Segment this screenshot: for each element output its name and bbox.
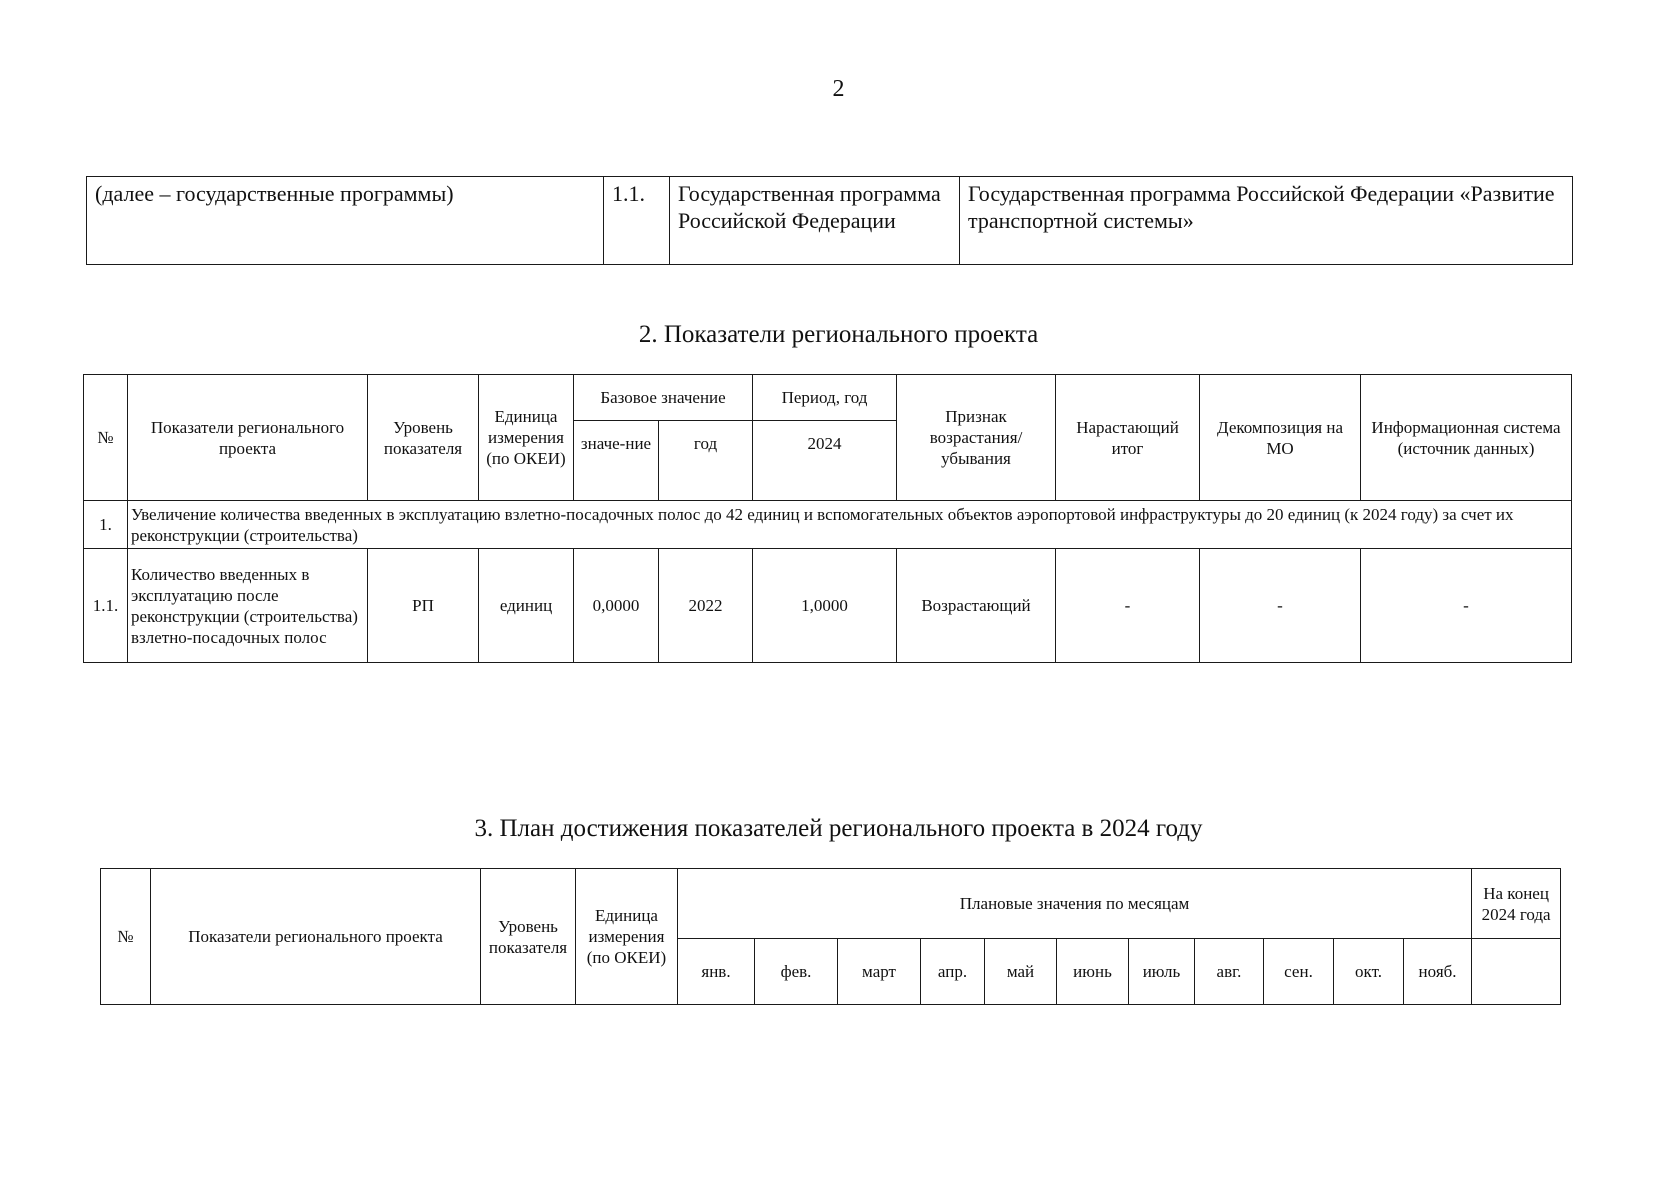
header-cumulative: Нарастающий итог <box>1056 375 1200 501</box>
row-level: РП <box>368 549 479 663</box>
section3-heading: 3. План достижения показателей регионального проекта в 2024 году <box>474 815 1203 842</box>
indicators-table <box>83 374 1572 663</box>
plan-header-level: Уровень показателя <box>481 869 576 1005</box>
header-decomposition: Декомпозиция на МО <box>1200 375 1361 501</box>
plan-header-monthly: Плановые значения по месяцам <box>678 869 1472 939</box>
month-aug: авг. <box>1195 939 1264 1005</box>
header-info-system: Информационная система (источник данных) <box>1361 375 1572 501</box>
month-jun: июнь <box>1057 939 1129 1005</box>
plan-table <box>100 868 1561 1005</box>
section2-heading: 2. Показатели регионального проекта <box>638 321 1039 348</box>
header-num: № <box>84 375 128 501</box>
programs-left-cell: (далее – государственные программы) <box>87 177 604 265</box>
month-jul: июль <box>1129 939 1195 1005</box>
page-number: 2 <box>832 76 845 102</box>
header-period-year: 2024 <box>753 421 897 501</box>
plan-header-num: № <box>101 869 151 1005</box>
header-trend: Признак возрастания/ убывания <box>897 375 1056 501</box>
goal-num: 1. <box>84 501 128 549</box>
programs-name-cell: Государственная программа Российской Федерации «Развитие транспортной системы» <box>960 177 1573 265</box>
month-may: май <box>985 939 1057 1005</box>
row-trend: Возрастающий <box>897 549 1056 663</box>
row-base-value: 0,0000 <box>574 549 659 663</box>
month-apr: апр. <box>921 939 985 1005</box>
month-sep: сен. <box>1264 939 1334 1005</box>
plan-header-unit: Единица измерения (по ОКЕИ) <box>576 869 678 1005</box>
row-info-system: - <box>1361 549 1572 663</box>
row-decomposition: - <box>1200 549 1361 663</box>
row-value-2024: 1,0000 <box>753 549 897 663</box>
month-mar: март <box>838 939 921 1005</box>
plan-header-indicator: Показатели регионального проекта <box>151 869 481 1005</box>
programs-type-cell: Государственная программа Российской Федерации <box>670 177 960 265</box>
month-feb: фев. <box>755 939 838 1005</box>
programs-table <box>86 176 1573 265</box>
header-base-value-sub: значе-ние <box>574 421 659 501</box>
row-indicator: Количество введенных в эксплуатацию после реконструкции (строительства) взлетно-посадочных полос <box>128 549 368 663</box>
header-base-year-sub: год <box>659 421 753 501</box>
month-oct: окт. <box>1334 939 1404 1005</box>
header-indicator: Показатели регионального проекта <box>128 375 368 501</box>
programs-number-cell: 1.1. <box>604 177 670 265</box>
plan-header-end-of-year: На конец 2024 года <box>1472 869 1561 939</box>
row-cumulative: - <box>1056 549 1200 663</box>
month-nov: нояб. <box>1404 939 1472 1005</box>
row-num: 1.1. <box>84 549 128 663</box>
row-base-year: 2022 <box>659 549 753 663</box>
header-period: Период, год <box>753 375 897 421</box>
month-jan: янв. <box>678 939 755 1005</box>
header-base-value: Базовое значение <box>574 375 753 421</box>
header-unit: Единица измерения (по ОКЕИ) <box>479 375 574 501</box>
plan-end-of-year-value <box>1472 939 1561 1005</box>
header-level: Уровень показателя <box>368 375 479 501</box>
row-unit: единиц <box>479 549 574 663</box>
goal-text: Увеличение количества введенных в эксплуатацию взлетно-посадочных полос до 42 единиц и вспомогательных объектов аэропортовой инфраструктуры до 20 единиц (к 2024 году) за счет их реконструкции (строительства) <box>128 501 1572 549</box>
